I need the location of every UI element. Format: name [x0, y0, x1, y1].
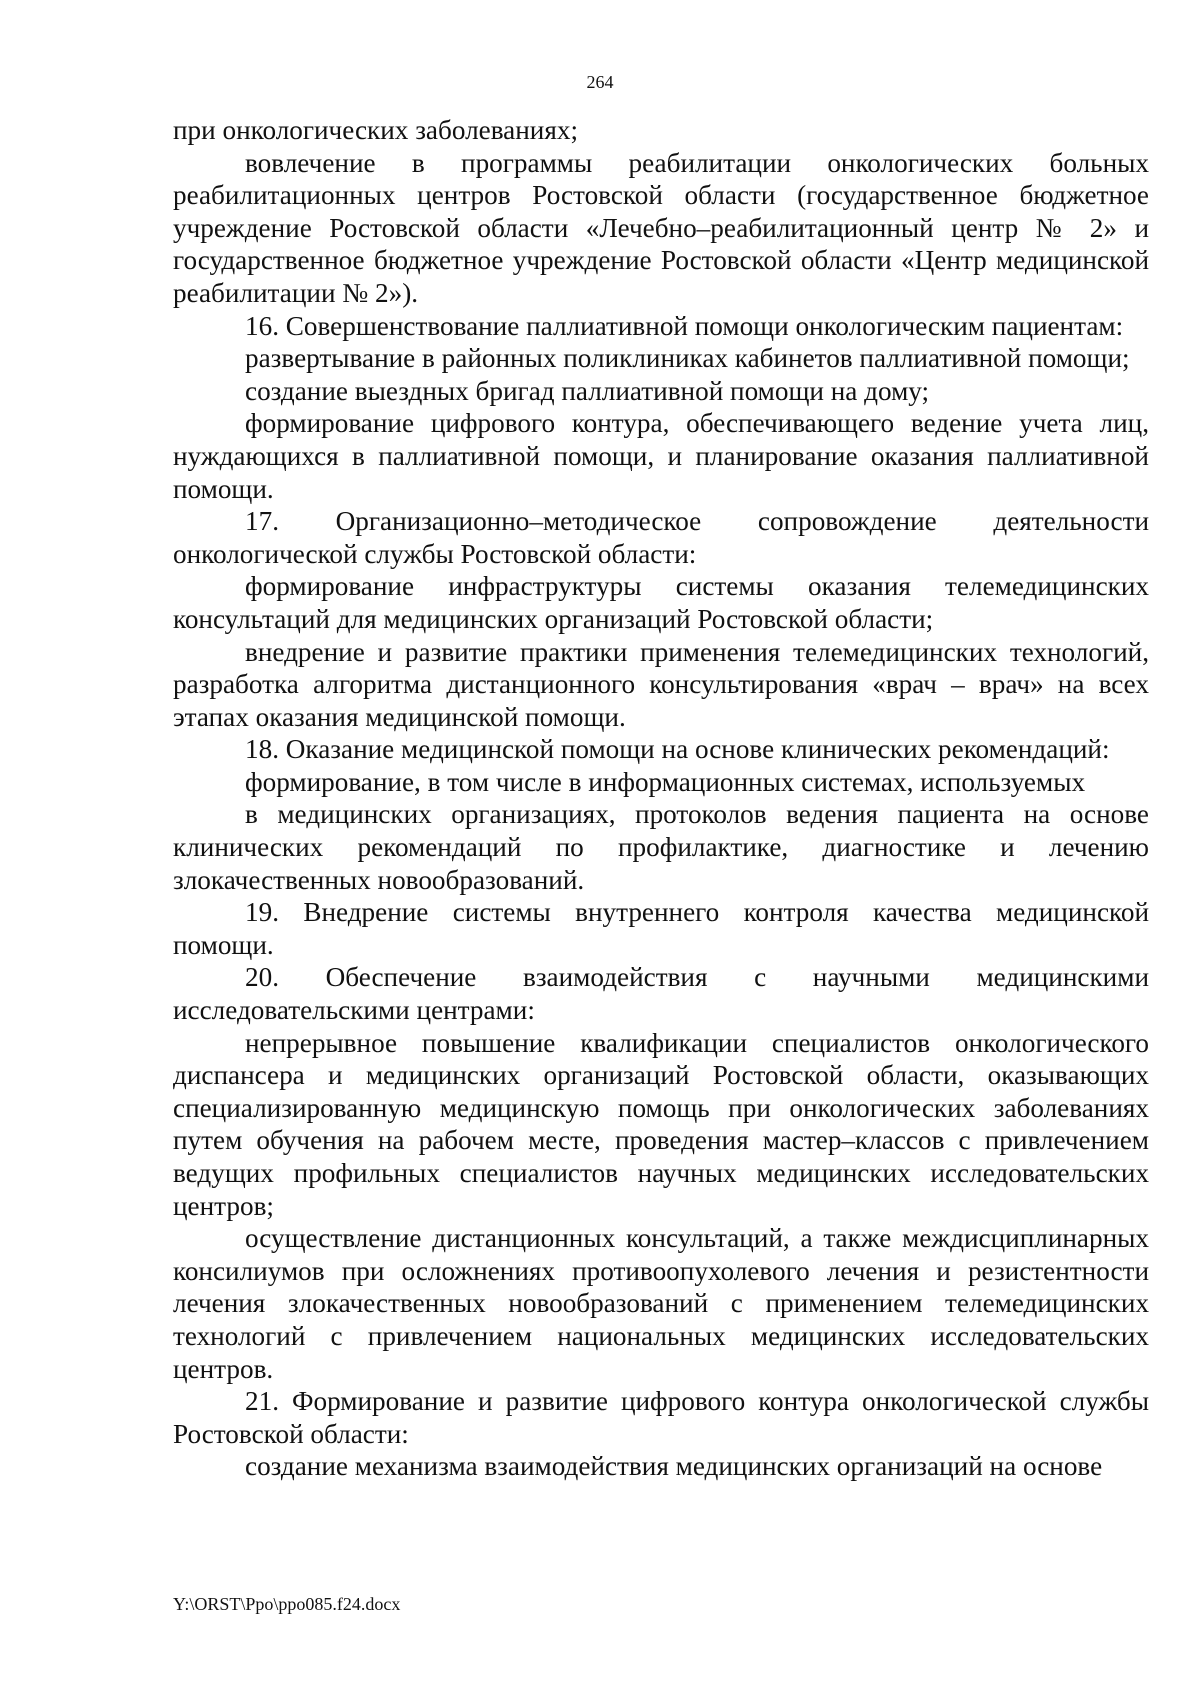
document-body — [173, 114, 1149, 1483]
section-19-heading: 19. Внедрение системы внутреннего контроля качества медицинской помощи. — [173, 897, 1149, 960]
paragraph-telemedicine-practice: внедрение и развитие практики применения телемедицинских технологий, разработка алгоритма дистанционного консультирования «врач – врач» на всех этапах оказания медицинской помощи. — [173, 636, 1149, 732]
paragraph-qualification: непрерывное повышение квалификации специалистов онкологического диспансера и медицинских организаций Ростовской области, оказывающих специализированную медицинскую помощь при онкологических заболеваниях путем обучения на рабочем месте, проведения мастер–классов с привлечением ведущих профильных специалистов научных медицинских исследовательских центров; — [173, 1027, 1149, 1221]
paragraph-information-systems: формирование, в том числе в информационных системах, используемых — [245, 766, 1086, 797]
section-16-heading: 16. Совершенствование паллиативной помощи онкологическим пациентам: — [245, 310, 1124, 341]
paragraph-telemedicine-infrastructure: формирование инфраструктуры системы оказания телемедицинских консультаций для медицинских организаций Ростовской области; — [173, 571, 1149, 634]
section-17-heading: 17. Организационно–методическое сопровождение деятельности онкологической службы Ростовской области: — [173, 506, 1149, 569]
paragraph-palliative-offices: развертывание в районных поликлиниках кабинетов паллиативной помощи; — [245, 343, 1130, 374]
paragraph-rehab-centers: вовлечение в программы реабилитации онкологических больных реабилитационных центров Ростовской области (государственное бюджетное учреждение Ростовской области «Лечебно–реабилитационный центр № 2» и государственное бюджетное учреждение Ростовской области «Центр медицинской реабилитации № 2»). — [173, 147, 1149, 308]
footer-file-path: Y:\ORST\Ppo\ppo085.f24.docx — [173, 1594, 401, 1614]
page-number: 264 — [586, 72, 614, 92]
paragraph-protocols: в медицинских организациях, протоколов ведения пациента на основе клинических рекомендаций по профилактике, диагностике и лечению злокачественных новообразований. — [173, 799, 1149, 895]
section-21-heading: 21. Формирование и развитие цифрового контура онкологической службы Ростовской области: — [173, 1386, 1149, 1449]
paragraph-mobile-teams: создание выездных бригад паллиативной помощи на дому; — [245, 375, 930, 406]
paragraph-continuation: при онкологических заболеваниях; — [173, 115, 578, 145]
paragraph-interaction-mechanism: создание механизма взаимодействия медицинских организаций на основе — [245, 1451, 1103, 1482]
section-20-heading: 20. Обеспечение взаимодействия с научными медицинскими исследовательскими центрами: — [173, 962, 1149, 1026]
paragraph-digital-contour: формирование цифрового контура, обеспечивающего ведение учета лиц, нуждающихся в паллиативной помощи, и планирование оказания паллиативной помощи. — [173, 408, 1149, 504]
paragraph-remote-consultations: осуществление дистанционных консультаций, а также междисциплинарных консилиумов при осложнениях противоопухолевого лечения и резистентности лечения злокачественных новообразований с применением телемедицинских технологий с привлечением национальных медицинских исследовательских центров. — [173, 1223, 1149, 1384]
section-18-heading: 18. Оказание медицинской помощи на основе клинических рекомендаций: — [245, 734, 1110, 765]
